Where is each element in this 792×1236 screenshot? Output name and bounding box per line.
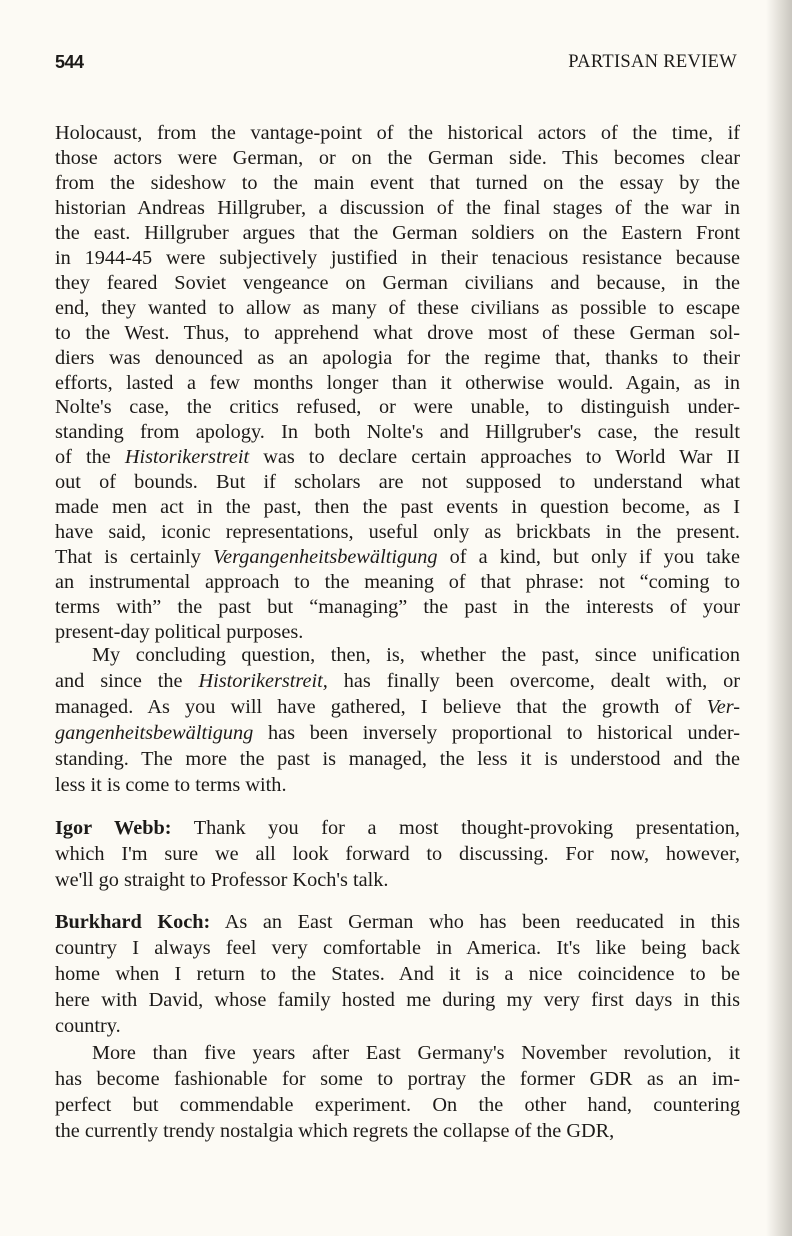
italic-term: gangenheitsbewältigung bbox=[55, 722, 254, 744]
text-line bbox=[55, 121, 740, 145]
text-segment: we'll go straight to Professor Koch's talk. bbox=[55, 869, 389, 891]
text-segment: present-day political purposes. bbox=[55, 621, 304, 643]
text-line bbox=[55, 669, 740, 693]
text-line bbox=[55, 988, 740, 1012]
text-line bbox=[92, 1041, 740, 1065]
text-line bbox=[92, 643, 740, 667]
text-line bbox=[55, 962, 740, 986]
text-segment: of the bbox=[55, 446, 125, 469]
text-segment: they feared Soviet vengeance on German civilians and because, in the bbox=[55, 271, 740, 294]
text-line bbox=[55, 1067, 740, 1091]
speaker-name: Igor Webb: bbox=[55, 817, 172, 839]
text-line bbox=[55, 520, 740, 544]
text-segment: was to declare certain approaches to World War II bbox=[249, 446, 740, 469]
text-segment: historian Andreas Hillgruber, a discussion of the final stages of the war in bbox=[55, 196, 740, 219]
text-line bbox=[55, 816, 740, 840]
text-segment: the east. Hillgruber argues that the German soldiers on the Eastern Front bbox=[55, 221, 740, 244]
text-segment: standing. The more the past is managed, the less it is understood and the bbox=[55, 748, 740, 770]
page-number: 544 bbox=[55, 52, 84, 72]
text-segment: That is certainly bbox=[55, 546, 213, 569]
text-line bbox=[55, 1014, 740, 1038]
text-segment: has become fashionable for some to portray the former GDR as an im- bbox=[55, 1067, 740, 1090]
text-segment: an instrumental approach to the meaning of that phrase: not “coming to bbox=[55, 571, 740, 594]
text-line bbox=[55, 196, 740, 220]
italic-term: Historikerstreit, bbox=[198, 670, 328, 692]
text-segment: Nolte's case, the critics refused, or were unable, to distinguish under- bbox=[55, 396, 740, 419]
text-line bbox=[55, 321, 740, 345]
text-segment: managed. As you will have gathered, I believe that the growth of bbox=[55, 696, 707, 718]
text-line bbox=[55, 346, 740, 370]
text-segment: country I always feel very comfortable in America. It's like being back bbox=[55, 937, 740, 960]
text-segment: and since the bbox=[55, 670, 199, 692]
text-segment: those actors were German, or on the German side. This becomes clear bbox=[55, 146, 740, 169]
text-line bbox=[55, 695, 740, 719]
text-segment: standing from apology. In both Nolte's and Hillgruber's case, the result bbox=[55, 421, 740, 444]
italic-term: Vergangenheitsbewältigung bbox=[212, 546, 438, 569]
text-segment: of a kind, but only if you take bbox=[437, 546, 740, 569]
text-segment: here with David, whose family hosted me during my very first days in this bbox=[55, 989, 740, 1012]
text-segment: home when I return to the States. And it is a nice coincidence to be bbox=[55, 963, 740, 986]
text-segment: have said, iconic representations, useful only as brickbats in the present. bbox=[55, 521, 740, 544]
text-segment: As an East German who has been reeducated in this bbox=[210, 911, 741, 933]
text-line bbox=[55, 545, 740, 569]
text-line bbox=[55, 842, 740, 866]
text-line bbox=[55, 1119, 740, 1143]
page-edge-shadow bbox=[766, 0, 792, 1236]
text-segment: which I'm sure we all look forward to discussing. For now, however, bbox=[55, 843, 740, 865]
text-line bbox=[55, 296, 740, 320]
text-line bbox=[55, 495, 740, 519]
text-segment: My concluding question, then, is, whether the past, since unification bbox=[92, 644, 740, 666]
text-line bbox=[55, 868, 740, 892]
text-segment: has finally been overcome, dealt with, or bbox=[327, 670, 740, 692]
text-segment: end, they wanted to allow as many of these civilians as possible to escape bbox=[55, 296, 740, 319]
text-line bbox=[55, 246, 740, 270]
speaker-name: Burkhard Koch: bbox=[55, 911, 211, 933]
text-line bbox=[55, 470, 740, 494]
text-line bbox=[55, 171, 740, 195]
running-head: PARTISAN REVIEW bbox=[568, 52, 737, 72]
text-line bbox=[55, 445, 740, 469]
text-segment: has been inversely proportional to historical under- bbox=[253, 722, 740, 744]
text-segment: diers was denounced as an apologia for the regime that, thanks to their bbox=[55, 346, 740, 369]
italic-term: Ver- bbox=[706, 696, 740, 718]
text-segment: Thank you for a most thought-provoking presentation, bbox=[171, 817, 740, 839]
text-line bbox=[55, 910, 740, 934]
text-line bbox=[55, 221, 740, 245]
text-line bbox=[55, 371, 740, 395]
text-line bbox=[55, 395, 740, 419]
text-segment: out of bounds. But if scholars are not supposed to understand what bbox=[55, 471, 740, 494]
text-line bbox=[55, 595, 740, 619]
text-segment: perfect but commendable experiment. On the other hand, countering bbox=[55, 1093, 740, 1116]
text-segment: country. bbox=[55, 1015, 121, 1038]
text-segment: less it is come to terms with. bbox=[55, 774, 287, 796]
text-line bbox=[55, 146, 740, 170]
italic-term: Historikerstreit bbox=[124, 446, 250, 469]
text-segment: from the sideshow to the main event that turned on the essay by the bbox=[55, 171, 740, 194]
text-line bbox=[55, 721, 740, 745]
text-line bbox=[55, 773, 740, 797]
text-segment: More than five years after East Germany's November revolution, it bbox=[92, 1041, 740, 1064]
text-line bbox=[55, 1093, 740, 1117]
text-line bbox=[55, 570, 740, 594]
text-segment: Holocaust, from the vantage-point of the historical actors of the time, if bbox=[55, 122, 740, 144]
text-line bbox=[55, 420, 740, 444]
text-segment: to the West. Thus, to apprehend what drove most of these German sol- bbox=[55, 321, 740, 344]
text-segment: made men act in the past, then the past events in question become, as I bbox=[55, 496, 740, 519]
text-line bbox=[55, 747, 740, 771]
text-segment: in 1944-45 were subjectively justified in their tenacious resistance because bbox=[55, 246, 740, 269]
text-segment: terms with” the past but “managing” the past in the interests of your bbox=[55, 596, 740, 619]
text-line bbox=[55, 271, 740, 295]
text-segment: the currently trendy nostalgia which regrets the collapse of the GDR, bbox=[55, 1119, 615, 1142]
text-line bbox=[55, 620, 740, 644]
text-segment: efforts, lasted a few months longer than it otherwise would. Again, as in bbox=[55, 371, 740, 394]
text-line bbox=[55, 936, 740, 960]
